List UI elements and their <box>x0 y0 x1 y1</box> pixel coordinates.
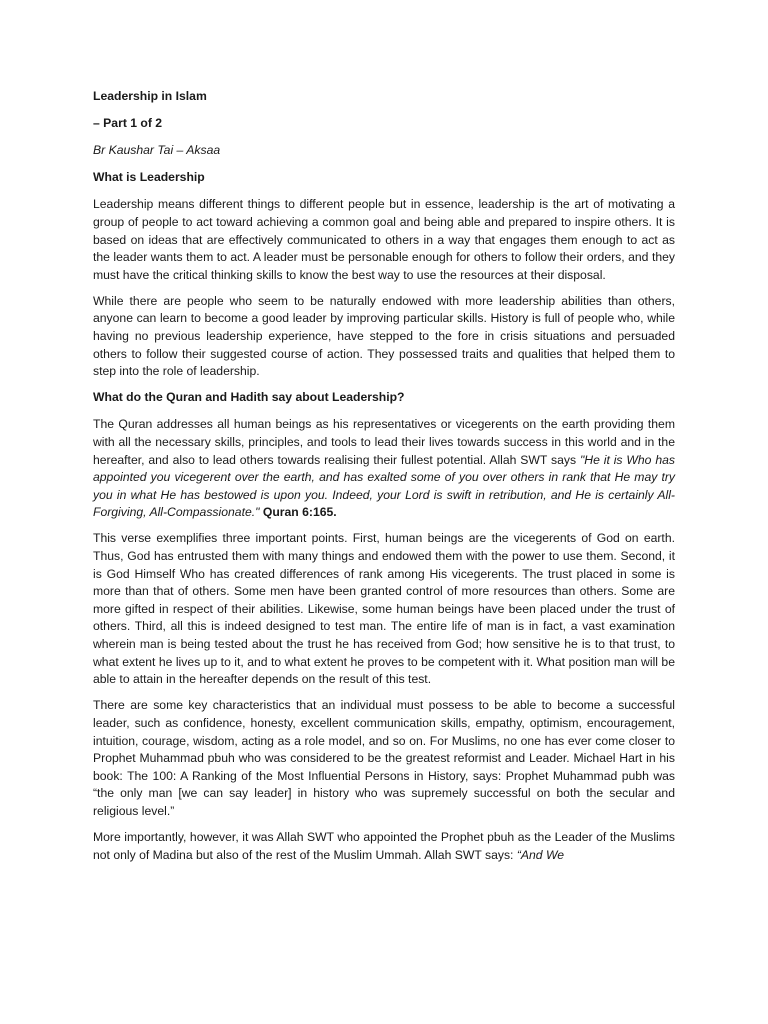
document-page <box>93 88 675 873</box>
section-heading-quran-hadith: What do the Quran and Hadith say about Leadership? <box>93 390 405 405</box>
paragraph-6-quote: “And We <box>516 847 565 862</box>
paragraph-3-text: The Quran addresses all human beings as his representatives or vicegerents on the earth providing them with all the necessary skills, principles, and tools to lead their lives towards success in this world and in the hereafter, and also to lead others towards realising their fullest potential. Allah SWT says <box>93 417 675 467</box>
quran-reference: Quran 6:165. <box>259 505 337 520</box>
paragraph-1: Leadership means different things to different people but in essence, leadership is the art of motivating a group of people to act toward achieving a common goal and being able and prepared to inspire others. It is based on ideas that are effectively communicated to others in a way that engages them enough to act as the leader wants them to act. A leader must be personable enough for others to follow their orders, and they must have the critical thinking skills to know the best way to use the resources at their disposal. <box>93 197 675 282</box>
section-heading-what-is-leadership: What is Leadership <box>93 170 205 185</box>
part-indicator: – Part 1 of 2 <box>93 116 163 131</box>
paragraph-5: There are some key characteristics that an individual must possess to be able to become a successful leader, such as confidence, honesty, excellent communication skills, empathy, optimism, encouragement, intuition, courage, wisdom, acting as a role model, and so on. For Muslims, no one has ever come closer to Prophet Muhammad pbuh who was considered to be the greatest reformist and Leader. Michael Hart in his book: The 100: A Ranking of the Most Influential Persons in History, says: Prophet Muhammad pubh was “the only man [we can say leader] in history who was supremely successful on both the secular and religious level.” <box>93 698 675 818</box>
paragraph-6-text: More importantly, however, it was Allah SWT who appointed the Prophet pbuh as the Leader of the Muslims not only of Madina but also of the rest of the Muslim Ummah. Allah SWT says: <box>93 829 675 862</box>
author-line: Br Kaushar Tai – Aksaa <box>93 143 221 158</box>
paragraph-4: This verse exemplifies three important points. First, human beings are the vicegerents of God on earth. Thus, God has entrusted them with many things and endowed them with the power to use them. Second, it is God Himself Who has created differences of rank among His vicegerents. The trust placed in some is more than that of others. Some men have been granted control of more resources than others. Some are more gifted in respect of their abilities. Likewise, some human beings have been placed under the trust of others. Third, all this is indeed designed to test man. The entire life of man is in fact, a vast examination wherein man is being tested about the trust he has received from God; how sensitive he is to that trust, to what extent he lives up to it, and to what extent he proves to be competent with it. What position man will be able to attain in the hereafter depends on the result of this test. <box>93 531 675 687</box>
document-title: Leadership in Islam <box>93 89 207 103</box>
paragraph-3 <box>93 416 675 522</box>
quran-quote: "He it is Who has appointed you vicegerent over the earth, and has exalted some of you over others in rank that He may try you in what He has bestowed is upon you. Indeed, your Lord is swift in retribution, and He is certainly All-Forgiving, All-Compassionate." <box>93 452 675 520</box>
paragraph-6 <box>93 829 675 864</box>
paragraph-2: While there are people who seem to be naturally endowed with more leadership abilities than others, anyone can learn to become a good leader by improving particular skills. History is full of people who, while having no previous leadership experience, have stepped to the fore in crisis situations and persuaded others to follow their suggested course of action. They possessed traits and qualities that helped them to step into the role of leadership. <box>93 293 675 379</box>
